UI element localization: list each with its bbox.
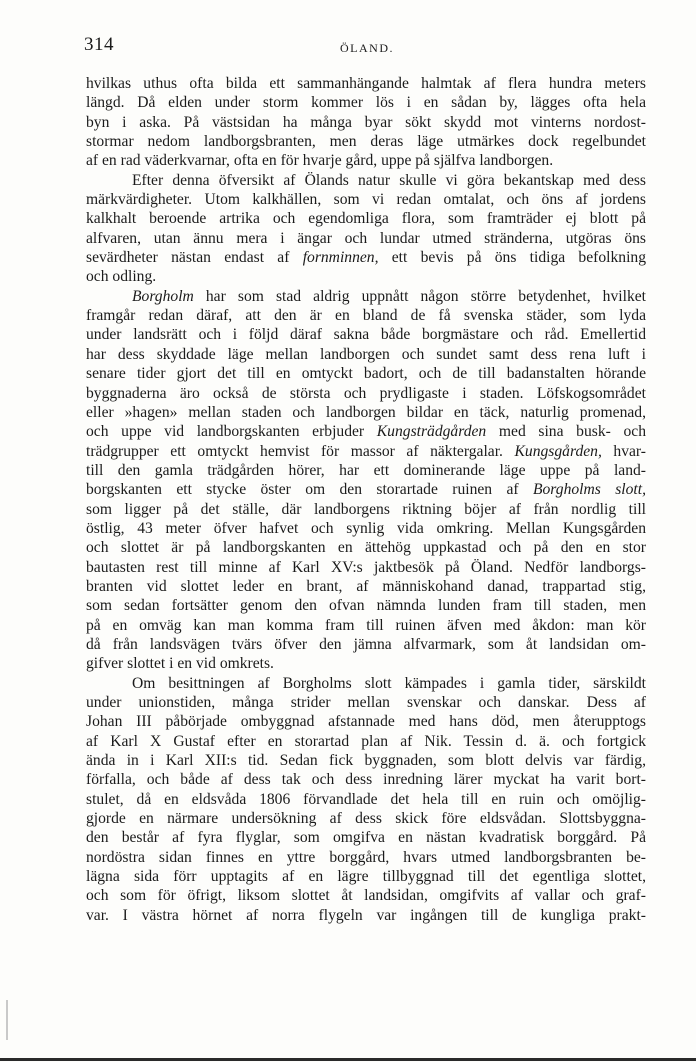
- text-line: var. I västra hörnet af norra flygeln var ingången till de kungliga prakt-: [86, 906, 646, 924]
- text-line: till den gamla trädgården hörer, har ett dominerande läge uppe på land-: [86, 461, 646, 479]
- text-line: byn i aska. På västsidan ha många byar sökt skydd mot vinterns nordost-: [86, 113, 646, 131]
- text-line: märkvärdigheter. Utom kalkhällen, som vi redan omtalat, och öns af jordens: [86, 191, 646, 209]
- text-line: gifver slottet i en vid omkrets.: [86, 655, 274, 673]
- text-line: byggnaderna äro också de största och prydligaste i staden. Löfskogsområdet: [86, 384, 646, 402]
- text-line: ända in i Karl XII:s tid. Sedan fick byggnaden, som blott delvis var färdig,: [86, 752, 646, 770]
- text-line: östlig, 43 meter öfver hafvet och synlig vida omkring. Mellan Kungsgården: [86, 519, 646, 537]
- text-line: Johan III påbörjade ombyggnad afstannade med hans död, men återupptogs: [86, 713, 646, 731]
- text-line: gjorde en närmare undersökning af dess skick före eldsvådan. Slottsbyggna-: [86, 810, 646, 828]
- text-line: af Karl X Gustaf efter en storartad plan af Nik. Tessin d. ä. och fortgick: [86, 732, 646, 750]
- text-line: och uppe vid landborgskanten erbjuder Kungsträdgården med sina busk- och: [86, 423, 646, 441]
- text-line: förfalla, och både af dess tak och dess inredning lärer myckat ha varit bort-: [86, 771, 646, 789]
- text-line: under landsrätt och i följd däraf sakna både borgmästare och råd. Emellertid: [86, 326, 646, 344]
- text-line: trädgrupper ett omtyckt hemvist för massor af näktergalar. Kungsgården, hvar-: [86, 442, 646, 460]
- text-line: Om besittningen af Borgholms slott kämpades i gamla tider, särskildt: [132, 674, 646, 692]
- text-line: af en rad väderkvarnar, ofta en för hvarje gård, uppe på själfva landborgen.: [86, 152, 554, 170]
- text-line: och som för öfrigt, liksom slottet åt landsidan, omgifvits af vallar och graf-: [86, 887, 646, 905]
- text-line: alfvaren, utan ännu mera i ängar och lundar utmed stränderna, utgöras öns: [86, 229, 646, 247]
- text-line: Borgholm har som stad aldrig uppnått någon större betydenhet, hvilket: [132, 287, 646, 305]
- text-line: och slottet är på landborgskanten en ättehög uppkastad och på den en stor: [86, 539, 646, 557]
- text-line: lägna sida förr upptagits af en lägre tillbyggnad till det egentliga slottet,: [86, 868, 646, 886]
- scan-edge-mark: [6, 1000, 8, 1040]
- text-line: stormar nedom landborgsbranten, men deras läge utmärkes dock regelbundet: [86, 133, 646, 151]
- text-line: kalkhalt beroende artrika och egendomliga flora, som framträder ej blott på: [86, 210, 646, 228]
- text-line: längd. Då elden under storm kommer lös i en sådan by, lägges ofta hela: [86, 94, 646, 112]
- text-line: Efter denna öfversikt af Ölands natur skulle vi göra bekantskap med dess: [132, 171, 646, 189]
- text-line: har dess skyddade läge mellan landborgen och sundet samt dess rena luft i: [86, 345, 646, 363]
- text-line: under unionstiden, många strider mellan svenskar och danskar. Dess af: [86, 694, 646, 711]
- text-line: nordöstra sidan finnes en yttre borggård, hvars utmed landborgsbranten be-: [86, 848, 646, 866]
- text-line: borgskanten ett stycke öster om den storartade ruinen af Borgholms slott,: [86, 481, 646, 499]
- body-text: [86, 74, 646, 925]
- running-head: ÖLAND.: [340, 41, 394, 55]
- text-line: sevärdheter nästan endast af fornminnen, ett bevis på öns tidiga befolkning: [86, 249, 646, 267]
- text-line: hvilkas uthus ofta bilda ett sammanhängande halmtak af flera hundra meters: [86, 75, 646, 92]
- text-line: framgår redan däraf, att den är en bland de få svenska städer, som lyda: [86, 307, 646, 325]
- text-line: på en omväg kan man komma fram till ruinen äfven med åkdon: man kör: [86, 616, 646, 634]
- scan-bottom-edge: [0, 1058, 696, 1061]
- text-line: senare tider gjort det till en omtyckt badort, och de till badanstalten hörande: [86, 365, 646, 383]
- text-line: eller »hagen» mellan staden och landborgen bildar en täck, naturlig promenad,: [86, 403, 646, 421]
- page-number: 314: [84, 34, 114, 55]
- text-line: och odling.: [86, 268, 157, 286]
- text-line: stulet, då en eldsvåda 1806 förvandlade det hela till en ruin och omöjlig-: [86, 790, 646, 808]
- text-line: branten vid slottet leder en brant, af människohand danad, trappartad stig,: [86, 577, 646, 595]
- text-line: den består af fyra flyglar, som omgifva en nästan kvadratisk borggård. På: [86, 829, 646, 847]
- text-line: som sedan fortsätter genom den ofvan nämnda lunden fram till staden, men: [86, 597, 646, 615]
- text-line: som ligger på det ställe, där landborgens riktning böjer af från nordlig till: [86, 500, 646, 518]
- text-line: bautasten rest till minne af Karl XV:s jaktbesök på Öland. Nedför landborgs-: [86, 558, 646, 576]
- text-line: då från landsvägen tvärs öfver den jämna alfvarmark, som åt landsidan om-: [86, 635, 646, 653]
